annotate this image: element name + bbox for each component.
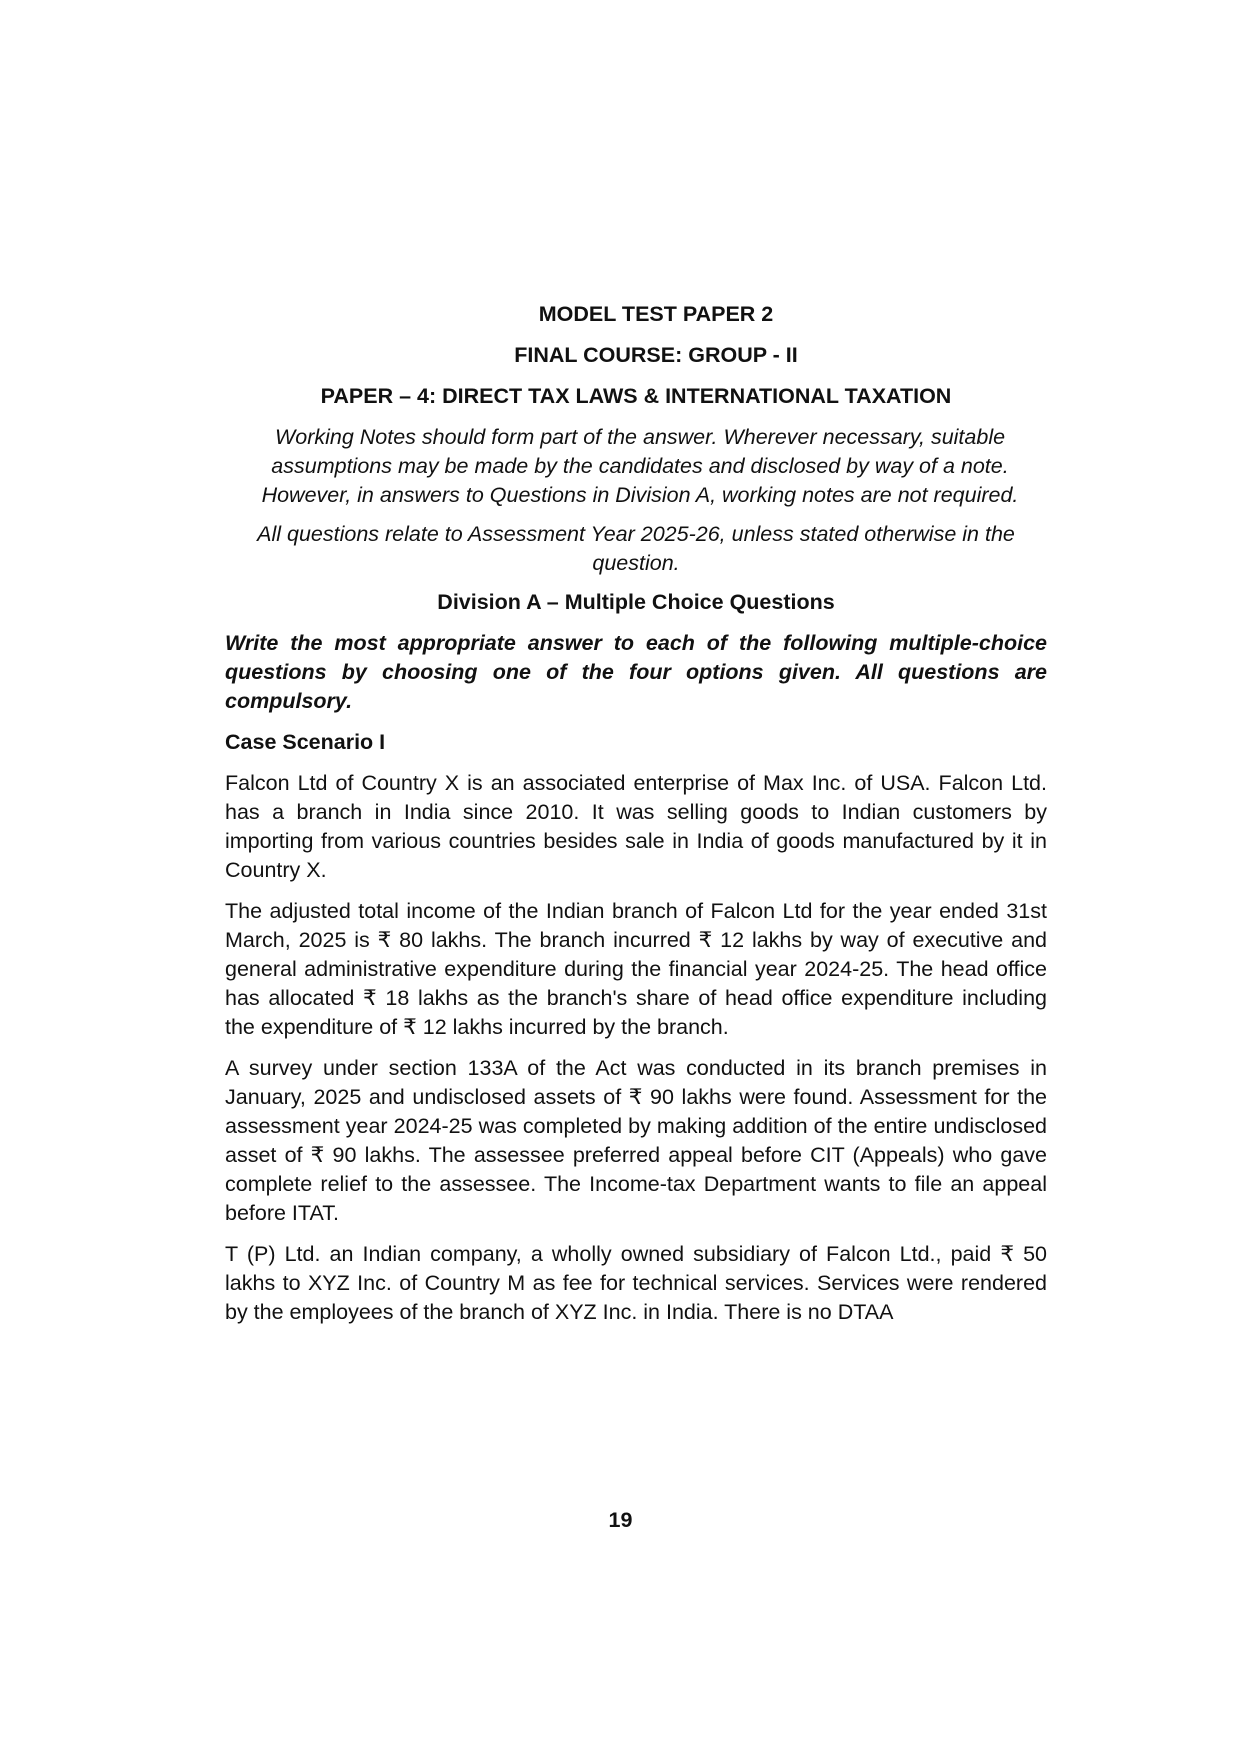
case-scenario-title: Case Scenario I [225,730,386,754]
case-paragraph: The adjusted total income of the Indian branch of Falcon Ltd for the year ended 31st March, 2025 is ₹ 80 lakhs. The branch incurred ₹ 12 lakhs by way of executive and general administrative expenditure during the financial year 2024-25. The head office has allocated ₹ 18 lakhs as the branch's share of head office expenditure including the expenditure of ₹ 12 lakhs incurred by the branch. [225,899,1047,1039]
paper-title: MODEL TEST PAPER 2 [538,302,774,326]
paper-subject-title: PAPER – 4: DIRECT TAX LAWS & INTERNATIONAL TAXATION [320,384,952,408]
document-body [225,300,1047,1339]
instruction-assessment-year: All questions relate to Assessment Year 2025-26, unless stated otherwise in the question. [257,522,1015,575]
division-directive: Write the most appropriate answer to each of the following multiple-choice questions by choosing one of the four options given. All questions are compulsory. [225,631,1047,713]
division-title: Division A – Multiple Choice Questions [437,590,835,614]
case-paragraph: Falcon Ltd of Country X is an associated enterprise of Max Inc. of USA. Falcon Ltd. has a branch in India since 2010. It was selling goods to Indian customers by importing from various countries besides sale in India of goods manufactured by it in Country X. [225,771,1047,882]
page-number: 19 [608,1508,633,1532]
case-paragraph: T (P) Ltd. an Indian company, a wholly owned subsidiary of Falcon Ltd., paid ₹ 50 lakhs to XYZ Inc. of Country M as fee for technical services. Services were rendered by the employees of the branch of XYZ Inc. in India. There is no DTAA [225,1242,1047,1324]
instruction-working-notes: Working Notes should form part of the answer. Wherever necessary, suitable assumptions may be made by the candidates and disclosed by way of a note. However, in answers to Questions in Division A, working notes are not required. [261,425,1019,507]
course-title: FINAL COURSE: GROUP - II [514,343,798,367]
case-paragraph: A survey under section 133A of the Act was conducted in its branch premises in January, 2025 and undisclosed assets of ₹ 90 lakhs were found. Assessment for the assessment year 2024-25 was completed by making addition of the entire undisclosed asset of ₹ 90 lakhs. The assessee preferred appeal before CIT (Appeals) who gave complete relief to the assessee. The Income-tax Department wants to file an appeal before ITAT. [225,1056,1047,1225]
